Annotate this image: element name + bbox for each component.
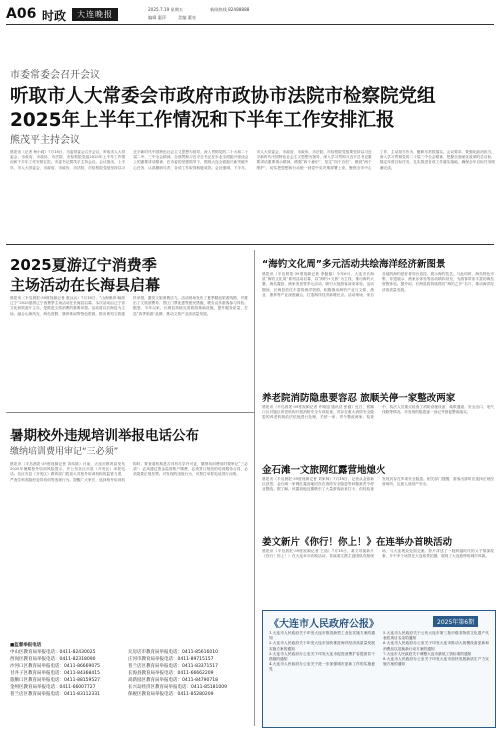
table-row — [10, 663, 248, 670]
hotline-entry: 沙河口区教育局举报电话：0411-86669075 — [10, 664, 100, 669]
news-hotline: 新闻热线 82488888 — [210, 7, 250, 12]
hotline-entry: 金州区教育局举报电话：0411-66007727 — [10, 685, 96, 690]
page-header — [6, 4, 494, 25]
film-headline: 姜文新片《你行！你上！》在连举办首映活动 — [262, 537, 453, 548]
lead-kicker: 市委常委会召开会议 — [10, 70, 100, 81]
divider — [6, 244, 494, 245]
hotline-entry: 瓦房店市教育局举报电话：0411-85616010 — [128, 650, 218, 655]
market-body: 晨报讯（半岛晨报-39度视频记者 刘家林）7月18日，记者从金普新区获悉，金石滩一家网红露营地因存在消防安全隐患等问题被责令停业整改。据了解，该露营地近期吸引了大量游客前来打卡，但经检查发现其存在多项安全隐患。相关部门提醒，游客出游时应选择正规经营场所，注意人身财产安全。 — [262, 477, 494, 492]
table-row — [10, 670, 248, 677]
table-row — [10, 684, 248, 691]
summer-headline-line1: 2025夏游辽宁消费季 — [10, 256, 157, 274]
gazette-contents — [269, 631, 489, 723]
list-item: 4.大连市人民政府办公室关于进一步加强城市更新工作的实施意见 — [269, 662, 375, 672]
hotline-entry: 保税区教育局举报电话：0411-85280209 — [128, 692, 214, 697]
list-item: 3.大连市人民政府办公室关于印发大连市促进消费扩容提质若干措施的通知 — [269, 651, 375, 662]
culture-body: 晨报讯（半岛晨报-39度视频记者 李磊磊）今年6月，大连市长海县“海钓文化周”系列活动启幕，以“海钓+文旅”为主线，推出海钓大赛、海岛露营、渔家美食等多元活动，吸引大批游客前来体验。活动期间，长海县依托丰富的海洋资源，积极推动海钓产业与文旅、渔业、康养等产业深度融合，打造海洋经济新增长点。活动现场，来自各地的海钓爱好者同台竞技，展示海钓技艺。与此同时，海岛特色市集、非遗展示、渔家乐体验等活动精彩纷呈，为游客带来丰富的海岛度假体验。据介绍，长海县将持续擦亮“海钓之乡”名片，推动海洋经济高质量发展。 — [262, 272, 494, 297]
list-item: 8.大连市人民政府办公室关于印发大连市加快发展新质生产力实施方案的通知 — [383, 657, 489, 667]
hotline-entry: 长海县教育局举报电话：0411-66662209 — [128, 671, 214, 676]
lead-body: 晨报讯（记者 杨小莉）7月18日，市委常委会召开会议，听取市人大常委会、市政府、市政协、市法院、市检察院党组2025年上半年工作情况和下半年工作安排汇报。市委书记熊茂平主持会议。会议指出，上半年，市人大常委会、市政府、市政协、市法院、市检察院党组坚持以习近平新时代中国特色社会主义思想为指导，深入贯彻党的二十大和二十届二中、三中全会精神，全面贯彻习近平总书记在东北全面振兴座谈会上的重要讲话精神，在市委的坚强领导下，围绕大连全面振兴新突破中心任务，认真履职尽责，各项工作取得积极成效。会议强调，下半年，市人大常委会、市政府、市政协、市法院、市检察院党组要坚持以习近平新时代中国特色社会主义思想为指导，深入学习贯彻习近平总书记重要讲话重要指示精神，增强“四个意识”、坚定“四个自信”、做到“两个维护”，切实把思想和行动统一到党中央决策部署上来，聚焦全市中心工作，主动担当作为，履职尽责抓落实。会议要求，要强化政治担当，深入学习贯彻党的二十届三中全会精神，把握全面深化改革的总目标，锚定年度目标任务，扎实推进各项工作落实落地，确保全年目标任务圆满完成。 — [10, 150, 495, 170]
hotline-entry: 甘井子区教育局举报电话：0411-84368415 — [10, 671, 100, 676]
list-item: 7.大连市人民政府关于调整大连市最低工资标准的通知 — [383, 651, 472, 656]
issue-date: 2025.7.19 星期五 — [148, 7, 184, 12]
culture-headline: “海钓文化周”多元活动共绘海洋经济新图景 — [262, 259, 446, 270]
summer-body: 晨报讯（半岛晨报-39度视频记者 惠兵兵）7月18日，“山海康养 畅游辽宁”2025夏游辽宁消费季主场活动在长海县启幕。本次活动由辽宁省文化和旅游厅主办，是推进文旅消费的重要举措。活动将以长海县为主场，融合山海风光、海岛度假、康养休闲等特色资源，推出系列文旅惠民举措，激发文旅消费活力。活动现场发布了夏季精品旅游线路，并推出了文旅消费券、景区门票优惠等惠民措施，吸引众多游客参与体验。据悉，今年以来，长海县持续完善旅游基础设施，提升服务质量，打造“四季旅游”品牌，推动文旅产业高质量发展。 — [10, 296, 248, 316]
hotline-entry: 旅顺口区教育局举报电话：0411-88159527 — [10, 678, 100, 683]
elderly-headline: 养老院消防隐患要容忍 旅顺关停一家整改两家 — [262, 393, 456, 404]
lead-headline-line2: 2025年上半年工作情况和下半年工作安排汇报 — [10, 110, 395, 131]
list-item: 2.大连市人民政府关于印发大连市加快推进海洋经济高质量发展实施方案的通知 — [269, 641, 375, 651]
table-row — [10, 656, 248, 663]
hotline-entry: 普兰店区教育局举报电话：0411-83371517 — [128, 664, 218, 669]
report-subtitle: 缴纳培训费用审记“三必须” — [10, 447, 119, 457]
lead-headline-line1: 听取市人大常委会市政府市政协市法院市检察院党组 — [10, 86, 436, 107]
film-body: 晨报讯（半岛晨报-39度视频记者 王迪）7月18日，姜文导演新片《你行！你上！》在大连举办首映活动，导演姜文携主创团队亮相现场，与大连观众见面交流。影片讲述了一段跨越时代的父子情深故事，片中多个场景在大连取景拍摄，展现了大连独特的城市风貌。 — [262, 549, 494, 559]
section-title: 时政 — [42, 9, 67, 23]
gazette-title: 《大连市人民政府公报》 — [269, 619, 379, 630]
market-headline: 金石滩一文旅网红露营地熄火 — [262, 465, 386, 476]
table-row — [10, 691, 248, 698]
column-divider — [254, 250, 255, 726]
designer: 美编 董亮 — [178, 15, 197, 20]
table-row — [10, 649, 248, 656]
page-number: A06 — [6, 6, 37, 22]
newspaper-logo: 大连晚报 — [72, 8, 118, 21]
hotline-entry: 长兴岛经济区教育局举报电话：0411-85181009 — [128, 685, 227, 690]
hotline-list — [10, 642, 248, 726]
divider — [6, 412, 254, 413]
gazette-box — [262, 610, 496, 728]
hotline-list-title: ■监督举报电话 — [10, 643, 42, 648]
editor: 编辑 惠萍 — [148, 15, 167, 20]
hotline-entry: 庄河市教育局举报电话：0411-89715157 — [128, 657, 214, 662]
elderly-body: 晨报讯（半岛晨报-39度视频记者 许晓旭 通讯员 张健）近日，旅顺口区对辖区养老机构开展消防安全专项检查，对存在重大消防安全隐患的养老机构依法依规进行处理，关停一家、责令整改两家。检查中，执法人员重点检查了消防设施设备、疏散通道、安全出口、电气线路等情况，对发现的隐患逐一登记并督促整改落实。 — [262, 405, 494, 420]
report-headline: 暑期校外违规培训举报电话公布 — [10, 428, 199, 444]
list-item: 5.大连市人民政府关于公布大连市第三批市级非物质文化遗产代表性项目名录的通知 — [383, 631, 489, 641]
summer-headline-line2: 主场活动在长海县启幕 — [10, 276, 161, 294]
hotline-entry: 中山区教育局举报电话：0411-82430025 — [10, 650, 96, 655]
table-row — [10, 677, 248, 684]
lead-subtitle: 熊茂平主持会议 — [10, 135, 80, 146]
hotline-entry: 西岗区教育局举报电话：0411-82318090 — [10, 657, 96, 662]
list-item: 1.大连市人民政府关于印发大连市推进新型工业化实施方案的通知 — [269, 631, 375, 641]
hotline-entry: 高新园区教育局举报电话：0411-84790718 — [128, 678, 218, 683]
list-item: 6.大连市人民政府办公室关于印发大连市推动大规模设备更新和消费品以旧换新行动方案的通知 — [383, 641, 489, 651]
gazette-issue-badge: 2025年第6期 — [433, 616, 478, 627]
hotline-entry: 普兰店区教育局举报电话：0411-83112331 — [10, 692, 100, 697]
report-body: 晨报讯（半岛晨报-39度视频记者 刘凤妹）日前，大连市教育局发布2025年暑期校外培训风险提示，并公布各区市县（开发区）举报电话。各区市县（开发区）教育部门将加大对校外培训机构的监管力度，严查学科类隐形变异培训等违规行为。提醒广大家长，选择校外培训机构时，要查看机构是否具有办学许可证，缴纳培训费用时要审记“三必须”：必须通过资金监管账户缴费，必须签订规范的培训服务合同，必须索要正规发票。对发现的违规行为，可拨打举报电话进行反映。 — [10, 462, 248, 482]
